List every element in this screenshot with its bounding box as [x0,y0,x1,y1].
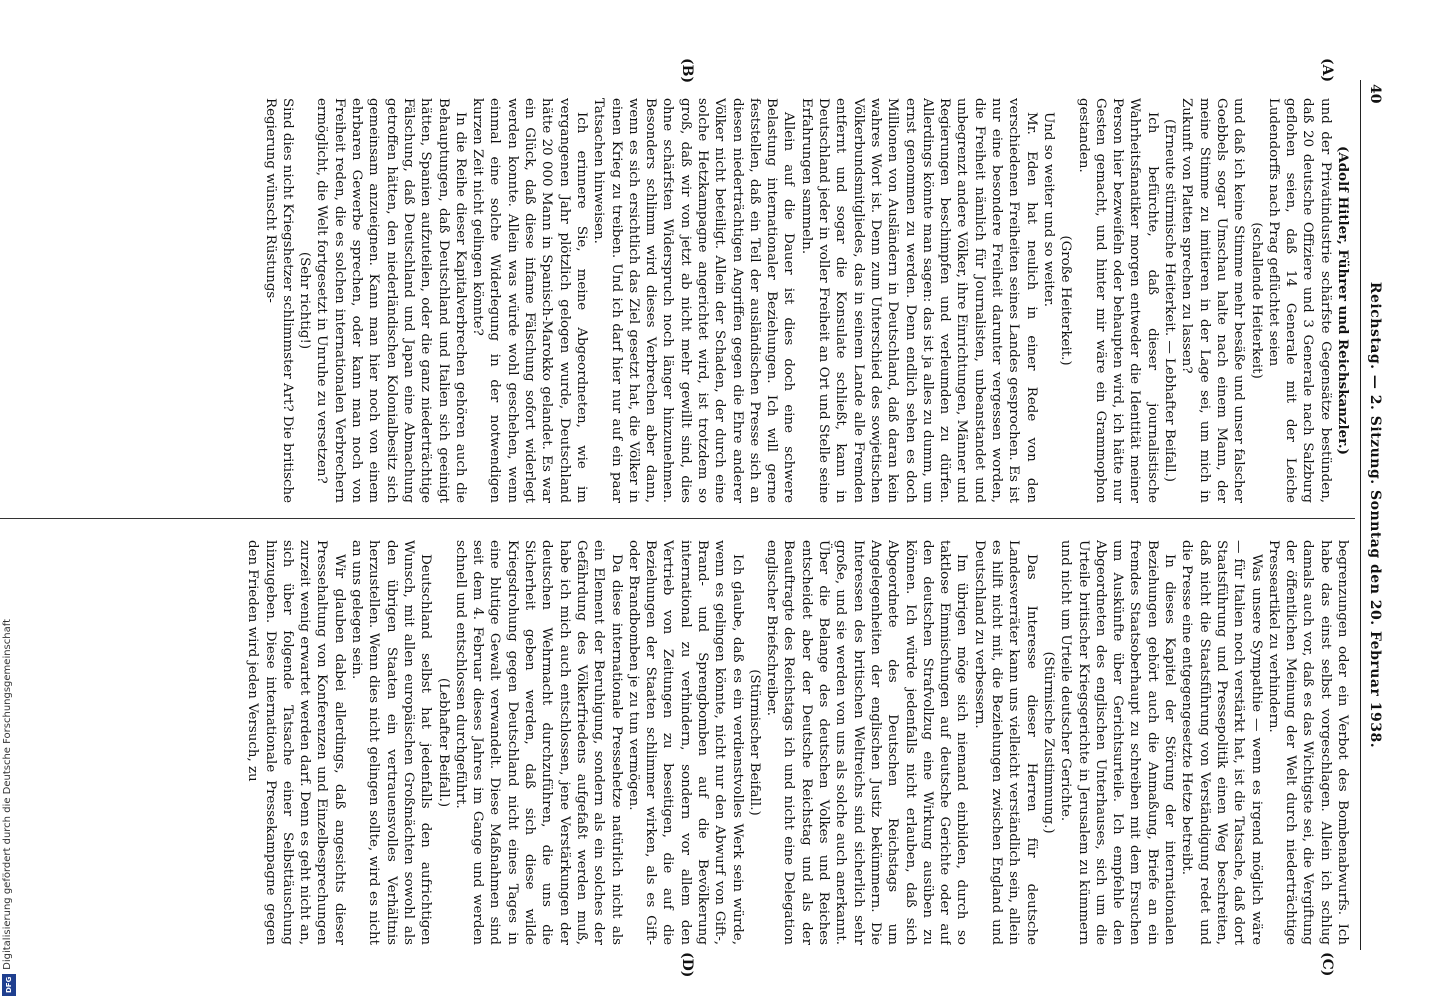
paragraph: Das Interesse dieser Herren für deutsche Landesverräter kann uns vielleicht verständlich sein, allein es hilft nicht mit, die Beziehungen zwischen England und Deutschland zu verbessern. [971,540,1039,945]
paragraph: In die Reihe dieser Kapitalverbrechen gehören auch die Behauptungen, daß Deutschland und Italien sich geeinigt hätten, Spanien aufzuteilen, oder die ganz niederträchtige Fälschung, daß Deutschland und Japan eine Abmachung getroffen hätten, den niederländischen Kolonialbesitz sich gemeinsam anzueignen. Kann man hier noch von einem ehrbaren Gewerbe sprechen, oder kann man noch von Freiheit reden, die es solchen internationalen Verbrechern ermöglicht, die Welt fortgesetzt in Unruhe zu versetzen? [314,98,468,503]
paragraph: Ich erinnere Sie, meine Abgeordneten, wie im vergangenen Jahr plötzlich gelogen wurde, Deutschland hätte 20 000 Mann in Spanisch-Marokko gelandet. Es war ein Glück, daß diese infame Fälschung sofort widerlegt werden konnte. Allein was würde wohl geschehen, wenn einmal eine solche Widerlegung in der notwendigen kurzen Zeit nicht gelingen könnte? [470,98,589,503]
paragraph: begrenzungen oder ein Verbot des Bombenabwurfs. Ich habe das einst selbst vorgeschlagen. Allein ich schlug damals auch vor, daß es das Wichtigste sei, die Vergiftung der öffentlichen Meinung der Welt durch niederträchtige Presseartikel zu verhindern. [1265,540,1350,945]
paragraph: Allein auf die Dauer ist dies doch eine schwere Belastung internationaler Beziehungen. Ich will gerne feststellen, daß ein Teil der ausländischen Presse sich an diesen niederträchtigen Angriffen gegen die Ehre anderer Völker nicht beteiligt. Allein der Schaden, der durch eine solche Hetzkampagne angerichtet wird, ist trotzdem so groß, daß wir von jetzt ab nicht mehr gewillt sind, dies ohne schärfsten Widerspruch noch länger hinzunehmen. Besonders schlimm wird dieses Verbrechen aber dann, wenn es sich ersichtlich das Ziel gesetzt hat, die Völker in einen Krieg zu treiben. Und ich darf hier nur auf ein paar Tatsachen hinweisen. [591,98,797,503]
paragraph: Und so weiter und so weiter. [1040,112,1056,307]
margin-marker-b: (B) [679,58,695,84]
document-page [0,58,1385,978]
paragraph: Was unsere Sympathie — wenn es irgend möglich wäre — für Italien noch verstärkt hat, ist die Tatsache, daß dort Staatsführung und Pressepolitik einen Weg beschreiten, daß nicht die Staatsführung von Verständigung redet und die Presse eine entgegengesetzte Hetze betreibt. [1179,540,1264,945]
stage-direction: (Erneute stürmische Heiterkeit. — Lebhafter Beifall.) [1162,119,1178,482]
margin-marker-d: (D) [679,952,695,978]
page-footer [0,0,20,1000]
paragraph: Da diese internationale Pressehetze natürlich nicht als ein Element der Beruhigung, sondern als ein solches der Gefährdung des Völkerfriedens aufgefaßt werden muß, habe ich mich auch entschlossen, jene Verstärkungen der deutschen Wehrmacht durchzuführen, die uns die Sicherheit geben werden, daß sich diese wilde Kriegsdrohung gegen Deutschland nicht eines Tages in eine blutige Gewalt verwandelt. Diese Maßnahmen sind seit dem 4. Februar dieses Jahres im Gange und werden schnell und entschlossen durchgeführt. [452,540,624,945]
margin-marker-a: (A) [1319,58,1335,83]
paragraph: Ich befürchte, daß dieser journalistische Wahrheitsfanatiker morgen entweder die Identität meiner Person hier bezweifeln oder behaupten wird, ich hätte nur Gesten gemacht, und hinter mir wäre ein Grammophon gestanden. [1075,98,1160,503]
header-title: Reichstag. — 2. Sitzung. Sonntag den 20. Februar 1938. [1367,281,1383,749]
stage-direction: (Stürmische Zustimmung.) [1040,651,1056,834]
paragraph: Wir glauben dabei allerdings, daß angesichts dieser Pressehaltung von Konferenzen und Einzelbesprechungen zurzeit wenig erwartet werden darf. Denn es geht nicht an, sich über folgende Tatsache einer Selbsttäuschung hinzugeben. Diese internationale Pressekampagne gegen den Frieden wird jeden Versuch, zu [245,540,347,945]
paragraph: und daß ich keine Stimme mehr besäße und unser falscher Goebbels sogar Umschau halte nach einem Mann, der meine Stimme zu imitieren in der Lage sei, um mich in Zukunft von Platten sprechen zu lassen? [1179,98,1247,503]
dfg-logo: DFG [2,974,16,996]
right-text-column [6,540,1351,945]
paragraph: Mr. Eden hat neulich in einer Rede von den verschiedenen Freiheiten seines Landes gesprochen. Es ist nur eine besondere Freiheit darunter vergessen worden, die Freiheit nämlich für Journalisten, unbeanstandet und unbegrenzt andere Völker, ihre Einrichtungen, Männer und Regierungen beschimpfen und verleumden zu dürfen. Allerdings könnte man sagen: das ist ja alles zu dumm, um ernst genommen zu werden. Denn endlich sehen es doch Millionen von Ausländern in Deutschland, daß daran kein wahres Wort ist. Denn zum Unterschied des sowjetischen Völkerbundsmitgliedes, das in seinem Lande alle Fremden entfernt und sogar die Konsulate schließt, kann in Deutschland jeder in voller Freiheit an Ort und Stelle seine Erfahrungen sammeln. [798,98,1039,503]
paragraph: Deutschland selbst hat jedenfalls den aufrichtigen Wunsch, mit allen europäischen Großmächten sowohl als den übrigen Staaten ein vertrauensvolles Verhältnis herzustellen. Wenn dies nicht gelingen sollte, wird es nicht an uns gelegen sein. [349,540,434,945]
digitization-credit: Digitalisierung gefördert durch die Deutsche Forschungsgemeinschaft [2,619,13,970]
column-divider [0,518,1355,519]
stage-direction: (schallende Heiterkeit) [1248,222,1264,379]
stage-direction: (Sehr richtig!) [297,251,313,350]
speaker-line: (Adolf Hitler, Führer und Reichskanzler.) [1335,146,1351,455]
stage-direction: (Lebhafter Beifall.) [435,677,451,808]
left-text-column [6,98,1351,503]
paragraph: Ich glaube, daß es ein verdienstvolles Werk sein würde, wenn es gelingen könnte, nicht nur den Abwurf von Gift-, Brand- und Sprengbomben auf die Bevölkerung international zu verhindern, sondern vor allem den Vertrieb von Zeitungen zu beseitigen, die auf die Beziehungen der Staaten schlimmer wirken, als es Gift- oder Brandbomben je zu tun vermögen. [625,540,745,945]
paragraph: Im übrigen möge sich niemand einbilden, durch so taktlose Einmischungen auf deutsche Gerichte oder auf den deutschen Strafvollzug eine Wirkung ausüben zu können. Ich würde jedenfalls nicht erlauben, daß sich Abgeordnete des Deutschen Reichstags um Angelegenheiten der englischen Justiz bekümmern. Die Interessen des britischen Weltreichs sind sicherlich sehr große, und sie werden von uns als solche auch anerkannt. Über die Belange des deutschen Volkes und Reiches entscheidet aber der Deutsche Reichstag und als der Beauftragte des Reichstags ich und nicht eine Delegation englischer Briefschreiber. [764,540,970,945]
page-number: 40 [1367,84,1383,104]
paragraph: und der Privatindustrie schärfste Gegensätze bestünden, daß 20 deutsche Offiziere und 3 Generale nach Salzburg geflohen seien, daß 14 Generale mit der Leiche Ludendorffs nach Prag geflüchtet seien [1265,98,1333,503]
paragraph: In dieses Kapitel der Störung der internationalen Beziehungen gehört auch die Anmaßung, Briefe an ein fremdes Staatsoberhaupt zu schreiben mit dem Ersuchen um Auskünfte über Gerichtsurteile. Ich empfehle den Abgeordneten des englischen Unterhauses, sich um die Urteile britischer Kriegsgerichte in Jerusalem zu kümmern und nicht um Urteile deutscher Gerichte. [1058,540,1178,945]
stage-direction: (Große Heiterkeit.) [1058,235,1074,366]
page-header [1360,80,1385,950]
paragraph: Sind dies nicht Kriegshetzer schlimmster Art? Die britische Regierung wünscht Rüstungs- [262,98,295,503]
margin-marker-c: (C) [1319,952,1335,977]
stage-direction: (Stürmischer Beifall.) [746,669,762,816]
